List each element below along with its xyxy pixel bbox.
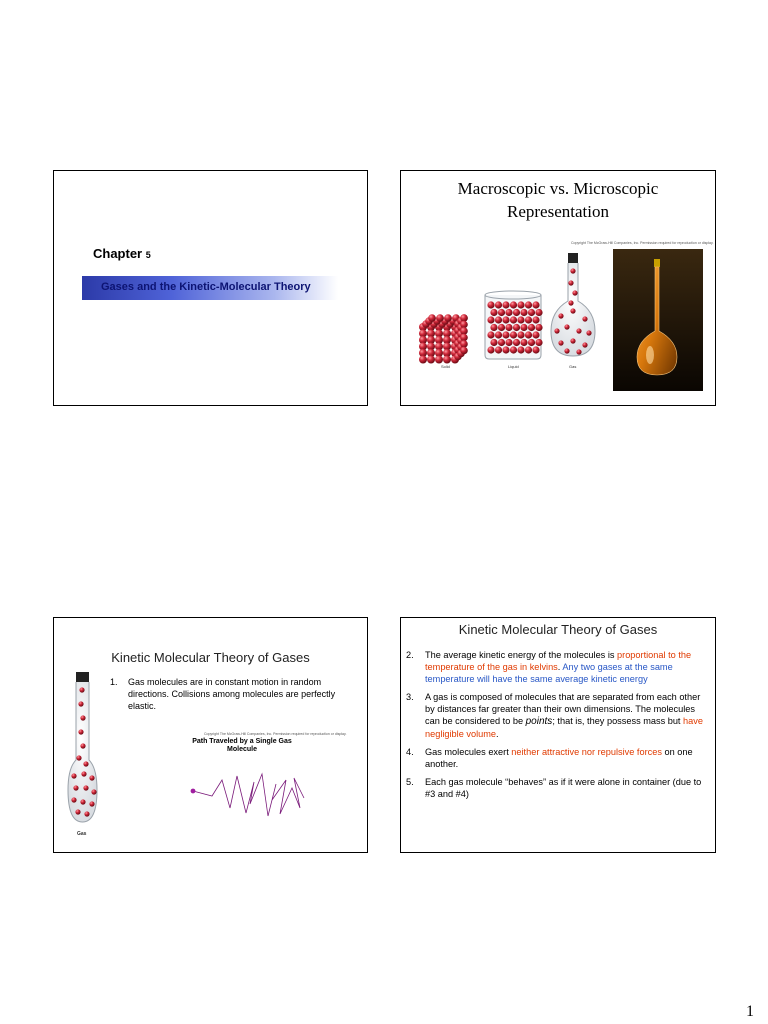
bromine-flask-photo	[613, 249, 703, 391]
chapter-number: 5	[145, 250, 151, 260]
molecule-ball	[487, 301, 494, 308]
highlight-red: have negligible volume	[425, 716, 703, 739]
molecule-ball	[564, 324, 569, 329]
slide-kmt-2	[400, 617, 716, 853]
slide-chapter-title	[53, 170, 368, 406]
molecule-ball	[520, 324, 527, 331]
list-item	[406, 649, 706, 685]
molecule-ball	[498, 324, 505, 331]
molecule-ball	[487, 316, 494, 323]
molecule-ball	[517, 331, 524, 338]
item-number: 4.	[406, 747, 414, 757]
molecule-ball	[78, 701, 83, 706]
molecule-ball	[460, 334, 468, 342]
molecule-ball	[576, 349, 581, 354]
molecule-ball	[532, 331, 539, 338]
molecule-ball	[84, 811, 89, 816]
molecule-ball	[495, 346, 502, 353]
molecule-ball	[443, 356, 451, 364]
solid-cube-image	[419, 314, 468, 363]
molecule-ball	[568, 280, 573, 285]
text-run: on one another.	[425, 747, 693, 769]
list-item	[406, 691, 706, 740]
molecule-ball	[460, 347, 468, 355]
molecule-ball	[535, 324, 542, 331]
molecule-ball	[517, 301, 524, 308]
emphasis-points: points	[525, 716, 553, 727]
molecule-ball	[490, 309, 497, 316]
molecule-ball	[419, 356, 427, 364]
molecule-ball	[89, 775, 94, 780]
text-run: The average kinetic energy of the molecules is	[425, 650, 618, 660]
molecule-ball	[427, 356, 435, 364]
molecule-ball	[532, 316, 539, 323]
slide-title: Kinetic Molecular Theory of Gases	[458, 622, 658, 637]
molecule-ball	[513, 309, 520, 316]
molecule-ball	[525, 331, 532, 338]
text-run: A gas is composed of molecules that are separated from each other by distances far greater than their own dimensions. The molecules can be considered to be	[425, 692, 701, 726]
molecule-ball	[558, 340, 563, 345]
molecule-ball	[525, 316, 532, 323]
molecule-ball	[495, 331, 502, 338]
postulate-list	[406, 649, 706, 806]
molecule-ball	[435, 356, 443, 364]
item-number: 2.	[406, 650, 414, 660]
item-number: 5.	[406, 777, 414, 787]
molecule-start-dot	[191, 789, 196, 794]
text-run: Gas molecules exert	[425, 747, 512, 757]
molecule-ball	[83, 785, 88, 790]
molecule-ball	[428, 314, 436, 322]
text-run: ; that is, they possess mass but	[552, 716, 684, 726]
text-run: Each gas molecule “behaves” as if it were alone in container (due to #3 and #4)	[425, 777, 702, 799]
molecule-ball	[89, 801, 94, 806]
molecule-ball	[487, 346, 494, 353]
molecule-ball	[513, 324, 520, 331]
molecule-ball	[513, 339, 520, 346]
molecule-ball	[502, 316, 509, 323]
molecule-ball	[79, 687, 84, 692]
molecule-ball	[75, 809, 80, 814]
page-number: 1	[746, 1003, 754, 1020]
molecule-ball	[510, 316, 517, 323]
molecule-ball	[444, 314, 452, 322]
text-run: .	[496, 729, 499, 739]
molecule-ball	[520, 339, 527, 346]
molecule-ball	[91, 789, 96, 794]
molecule-ball	[572, 290, 577, 295]
molecule-ball	[80, 715, 85, 720]
molecule-ball	[564, 348, 569, 353]
chapter-subtitle: Gases and the Kinetic-Molecular Theory	[101, 281, 311, 293]
molecule-ball	[582, 316, 587, 321]
item-text: Gas molecules are in constant motion in random directions. Collisions among molecules are perfectly elastic.	[128, 677, 336, 711]
molecule-ball	[495, 316, 502, 323]
copyright-note: Copyright The McGraw-Hill Companies, Inc. Permission required for reproduction or display.	[571, 241, 714, 245]
molecule-ball	[502, 301, 509, 308]
molecule-ball	[528, 324, 535, 331]
molecule-ball	[528, 309, 535, 316]
molecule-ball	[570, 338, 575, 343]
molecule-ball	[582, 342, 587, 347]
molecule-ball	[510, 346, 517, 353]
gas-flask-image	[68, 672, 97, 822]
molecule-ball	[76, 755, 81, 760]
slide-macro-micro	[400, 170, 716, 406]
molecule-ball	[81, 771, 86, 776]
solid-label: Solid	[441, 364, 450, 369]
molecule-ball	[71, 773, 76, 778]
kmt-illustration	[54, 618, 368, 853]
highlight-red: proportional to the temperature of the gas in kelvins	[425, 650, 692, 672]
molecule-ball	[83, 761, 88, 766]
molecule-ball	[495, 301, 502, 308]
molecule-ball	[460, 340, 468, 348]
molecule-ball	[80, 799, 85, 804]
gas-flask-image	[551, 253, 595, 356]
slide-title: Kinetic Molecular Theory of Gases	[111, 650, 310, 665]
molecule-ball	[525, 346, 532, 353]
title-line-2: Representation	[507, 202, 609, 221]
copyright-note: Copyright The McGraw-Hill Companies, Inc. Permission required for reproduction or display.	[204, 732, 347, 736]
chapter-heading	[93, 246, 151, 261]
molecule-ball	[71, 797, 76, 802]
molecule-ball	[498, 309, 505, 316]
chapter-label: Chapter	[93, 246, 143, 261]
molecule-ball	[525, 301, 532, 308]
liquid-label: Liquid	[508, 364, 519, 369]
text-run: .	[557, 662, 563, 672]
molecule-ball	[520, 309, 527, 316]
molecule-ball	[576, 328, 581, 333]
gas-label: Gas	[569, 364, 577, 369]
molecule-ball	[78, 729, 83, 734]
molecule-ball	[510, 301, 517, 308]
molecule-ball	[535, 339, 542, 346]
molecule-ball	[554, 328, 559, 333]
item-number: 3.	[406, 692, 414, 702]
list-item	[406, 776, 706, 800]
highlight-blue: Any two gases at the same temperature will have the same average kinetic energy	[425, 662, 673, 684]
molecule-ball	[532, 301, 539, 308]
molecule-ball	[505, 339, 512, 346]
molecule-ball	[80, 743, 85, 748]
path-diagram-title: Path Traveled by a Single Gas Molecule	[192, 738, 292, 753]
molecule-ball	[502, 331, 509, 338]
molecule-ball	[460, 321, 468, 329]
molecule-ball	[73, 785, 78, 790]
molecule-ball	[535, 309, 542, 316]
molecule-ball	[568, 300, 573, 305]
states-of-matter-illustration	[401, 171, 716, 406]
molecule-ball	[490, 339, 497, 346]
molecule-ball	[528, 339, 535, 346]
highlight-red: neither attractive nor repulsive forces	[511, 747, 662, 757]
molecule-ball	[498, 339, 505, 346]
list-item	[406, 746, 706, 770]
molecule-ball	[460, 314, 468, 322]
molecule-ball	[510, 331, 517, 338]
molecule-ball	[436, 314, 444, 322]
molecule-ball	[558, 313, 563, 318]
molecule-ball	[570, 308, 575, 313]
title-line-1: Macroscopic vs. Microscopic	[457, 179, 659, 198]
molecule-ball	[517, 316, 524, 323]
molecule-ball	[505, 324, 512, 331]
molecule-ball	[517, 346, 524, 353]
slide-kmt-1	[53, 617, 368, 853]
molecule-path-diagram	[191, 774, 304, 816]
molecule-ball	[502, 346, 509, 353]
liquid-beaker-image	[485, 291, 543, 359]
molecule-ball	[532, 346, 539, 353]
item-number: 1.	[110, 677, 118, 687]
molecule-ball	[570, 268, 575, 273]
molecule-ball	[490, 324, 497, 331]
gas-label: Gas	[77, 831, 87, 837]
molecule-ball	[586, 330, 591, 335]
molecule-ball	[505, 309, 512, 316]
molecule-ball	[460, 327, 468, 335]
molecule-ball	[487, 331, 494, 338]
